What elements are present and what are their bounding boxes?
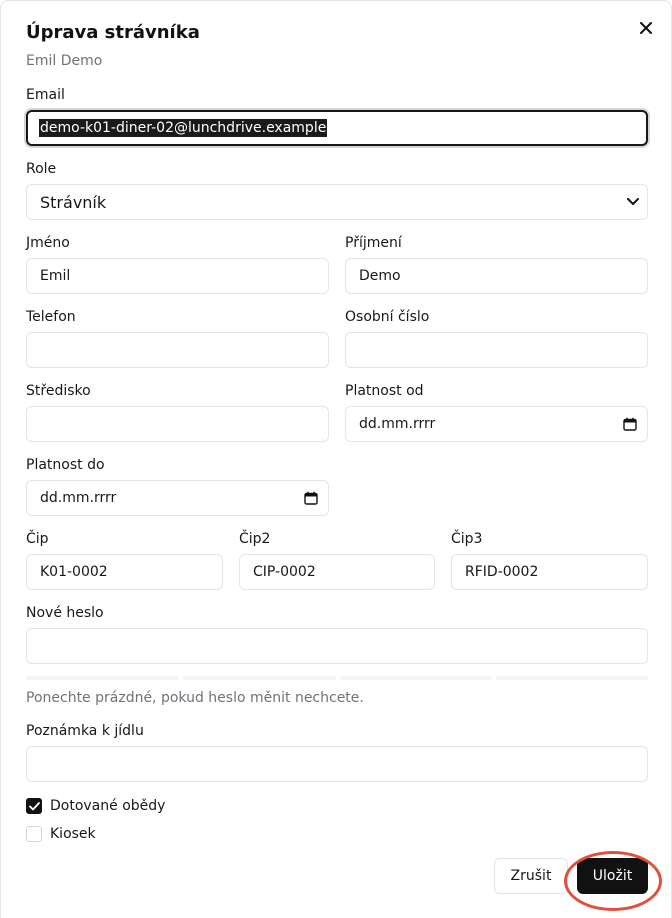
chip1-label: Čip (26, 531, 49, 547)
last-name-label: Příjmení (345, 235, 402, 251)
kiosk-label: Kiosek (50, 826, 96, 842)
chip3-label: Čip3 (451, 531, 483, 547)
calendar-icon[interactable] (623, 417, 637, 431)
chip2-label: Čip2 (239, 531, 271, 547)
valid-to-placeholder: dd.mm.rrrr (40, 490, 117, 506)
password-strength-segment (340, 676, 492, 680)
valid-from-label: Platnost od (345, 383, 424, 399)
cost-center-label: Středisko (26, 383, 91, 399)
dialog-subtitle: Emil Demo (26, 53, 103, 69)
valid-from-placeholder: dd.mm.rrrr (359, 416, 436, 432)
subsidized-meals-checkbox-row[interactable] (26, 798, 165, 814)
email-value: demo-k01-diner-02@lunchdrive.example (40, 120, 327, 136)
chip3-value: RFID-0002 (465, 564, 539, 580)
role-value: Strávník (40, 192, 107, 212)
phone-input[interactable] (26, 332, 329, 368)
first-name-label: Jméno (26, 235, 70, 251)
last-name-value: Demo (359, 268, 401, 284)
email-label: Email (26, 87, 65, 103)
chevron-down-icon (627, 198, 639, 206)
kiosk-checkbox-row[interactable] (26, 826, 96, 842)
subsidized-meals-checkbox[interactable] (26, 798, 42, 814)
meal-note-input[interactable] (26, 746, 648, 782)
subsidized-meals-label: Dotované obědy (50, 798, 166, 814)
password-strength-segment (183, 676, 336, 680)
chip1-input[interactable] (26, 554, 223, 590)
new-password-label: Nové heslo (26, 605, 104, 621)
cost-center-input[interactable] (26, 406, 329, 442)
valid-to-label: Platnost do (26, 457, 105, 473)
password-hint: Ponechte prázdné, pokud heslo měnit nechcete. (26, 690, 364, 706)
phone-label: Telefon (26, 309, 76, 325)
role-label: Role (26, 161, 57, 177)
password-strength-segment (496, 676, 648, 680)
chip2-value: CIP-0002 (253, 564, 316, 580)
chip1-value: K01-0002 (40, 564, 108, 580)
calendar-icon[interactable] (304, 491, 318, 505)
close-button[interactable] (635, 17, 657, 39)
meal-note-label: Poznámka k jídlu (26, 723, 144, 739)
kiosk-checkbox[interactable] (26, 826, 42, 842)
chip3-input[interactable] (451, 554, 648, 590)
first-name-value: Emil (40, 268, 71, 284)
last-name-input[interactable] (345, 258, 648, 294)
valid-to-input[interactable] (26, 480, 329, 516)
email-input[interactable] (26, 110, 648, 146)
save-button[interactable]: Uložit (577, 858, 648, 894)
valid-from-input[interactable] (345, 406, 648, 442)
personal-number-label: Osobní číslo (345, 309, 430, 325)
check-icon (29, 802, 40, 811)
password-strength-segment (26, 676, 179, 680)
chip2-input[interactable] (239, 554, 435, 590)
close-icon (640, 22, 652, 34)
role-select[interactable] (26, 184, 648, 220)
dialog-title: Úprava strávníka (26, 22, 200, 43)
personal-number-input[interactable] (345, 332, 648, 368)
new-password-input[interactable] (26, 628, 648, 664)
cancel-button[interactable]: Zrušit (494, 858, 568, 894)
first-name-input[interactable] (26, 258, 329, 294)
